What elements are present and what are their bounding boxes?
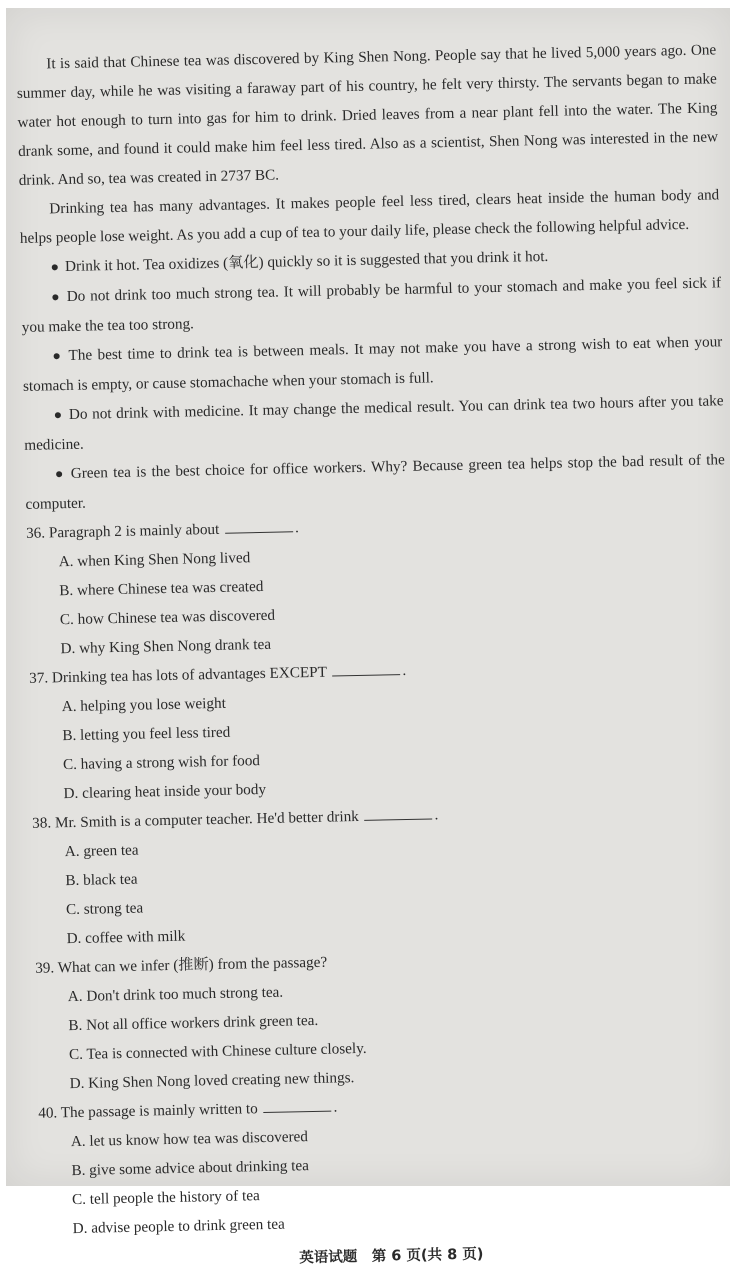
option-c: C. how Chinese tea was discovered bbox=[59, 606, 276, 629]
bullet-dot-icon: ● bbox=[51, 290, 61, 306]
option-a: A. let us know how tea was discovered bbox=[70, 1128, 309, 1151]
question-stem: 38. Mr. Smith is a computer teacher. He'd better drink . bbox=[32, 806, 439, 832]
option-d: D. why King Shen Nong drank tea bbox=[60, 635, 272, 658]
paragraph-1: It is said that Chinese tea was discovered by King Shen Nong. People say that he lived 5,000 years ago. One summer day, while he was visiting a faraway part of his country, he felt very thirsty. The servants began to make water hot enough to turn into gas for him to drink. Dried leaves from a near plant fell into the water. The King drank some, and found it could make him feel less tired. Also as a scientist, Shen Nong was interested in the new drink. And so, tea was created in 2737 BC. bbox=[16, 41, 719, 189]
answer-blank bbox=[225, 517, 293, 533]
option-b: B. where Chinese tea was created bbox=[59, 577, 264, 600]
question-37 bbox=[29, 649, 732, 809]
question-stem: 40. The passage is mainly written to . bbox=[38, 1098, 338, 1122]
answer-blank bbox=[364, 804, 432, 820]
question-36 bbox=[26, 504, 729, 664]
question-38 bbox=[32, 794, 735, 954]
exam-content bbox=[16, 35, 742, 1278]
option-a: A. when King Shen Nong lived bbox=[58, 549, 251, 571]
paragraph-2: Drinking tea has many advantages. It makes people feel less tired, clears heat inside the human body and helps people lose weight. As you add a cup of tea to your daily life, please check the following helpful advice. bbox=[19, 186, 720, 247]
option-a: A. Don't drink too much strong tea. bbox=[67, 983, 284, 1006]
option-b: B. give some advice about drinking tea bbox=[71, 1157, 310, 1180]
advice-bullet: ● Do not drink with medicine. It may change the medical result. You can drink tea two hours after you take medicine. bbox=[24, 392, 724, 454]
advice-bullet: ● The best time to drink tea is between meals. It may not make you have a strong wish to eat when your stomach is empty, or cause stomachache when your stomach is full. bbox=[22, 333, 723, 395]
option-d: D. coffee with milk bbox=[66, 927, 186, 948]
option-a: A. green tea bbox=[64, 841, 139, 861]
question-stem: 39. What can we infer (推断) from the passage? bbox=[35, 953, 328, 977]
bullet-dot-icon: ● bbox=[53, 408, 64, 424]
page-footer: 英语试题 第 6 页(共 8 页) bbox=[299, 1246, 484, 1267]
question-40 bbox=[38, 1084, 741, 1244]
bullet-dot-icon: ● bbox=[54, 467, 65, 483]
option-b: B. Not all office workers drink green tea. bbox=[68, 1011, 319, 1035]
answer-blank bbox=[332, 660, 400, 676]
option-d: D. clearing heat inside your body bbox=[63, 780, 267, 803]
option-d: D. advise people to drink green tea bbox=[72, 1215, 285, 1238]
advice-bullet: ● Drink it hot. Tea oxidizes (氧化) quickly so it is suggested that you drink it hot. bbox=[50, 247, 549, 276]
advice-bullet: ● Green tea is the best choice for office workers. Why? Because green tea helps stop the bad result of the computer. bbox=[25, 451, 725, 513]
option-c: C. having a strong wish for food bbox=[62, 752, 261, 774]
option-c: C. tell people the history of tea bbox=[71, 1187, 260, 1209]
option-c: C. strong tea bbox=[65, 899, 144, 919]
advice-bullet: ● Do not drink too much strong tea. It will probably be harmful to your stomach and make you feel sick if you make the tea too strong. bbox=[21, 274, 722, 336]
option-c: C. Tea is connected with Chinese culture closely. bbox=[68, 1039, 367, 1064]
question-39 bbox=[35, 939, 738, 1099]
answer-blank bbox=[263, 1097, 331, 1113]
option-a: A. helping you lose weight bbox=[61, 694, 226, 716]
option-b: B. letting you feel less tired bbox=[62, 723, 231, 745]
option-b: B. black tea bbox=[65, 870, 138, 890]
bullet-dot-icon: ● bbox=[52, 349, 63, 365]
question-stem: 37. Drinking tea has lots of advantages EXCEPT . bbox=[28, 661, 407, 687]
exam-page bbox=[6, 8, 730, 1267]
bullet-dot-icon: ● bbox=[50, 260, 60, 276]
question-stem: 36. Paragraph 2 is mainly about . bbox=[25, 519, 300, 542]
option-d: D. King Shen Nong loved creating new things. bbox=[69, 1069, 355, 1093]
